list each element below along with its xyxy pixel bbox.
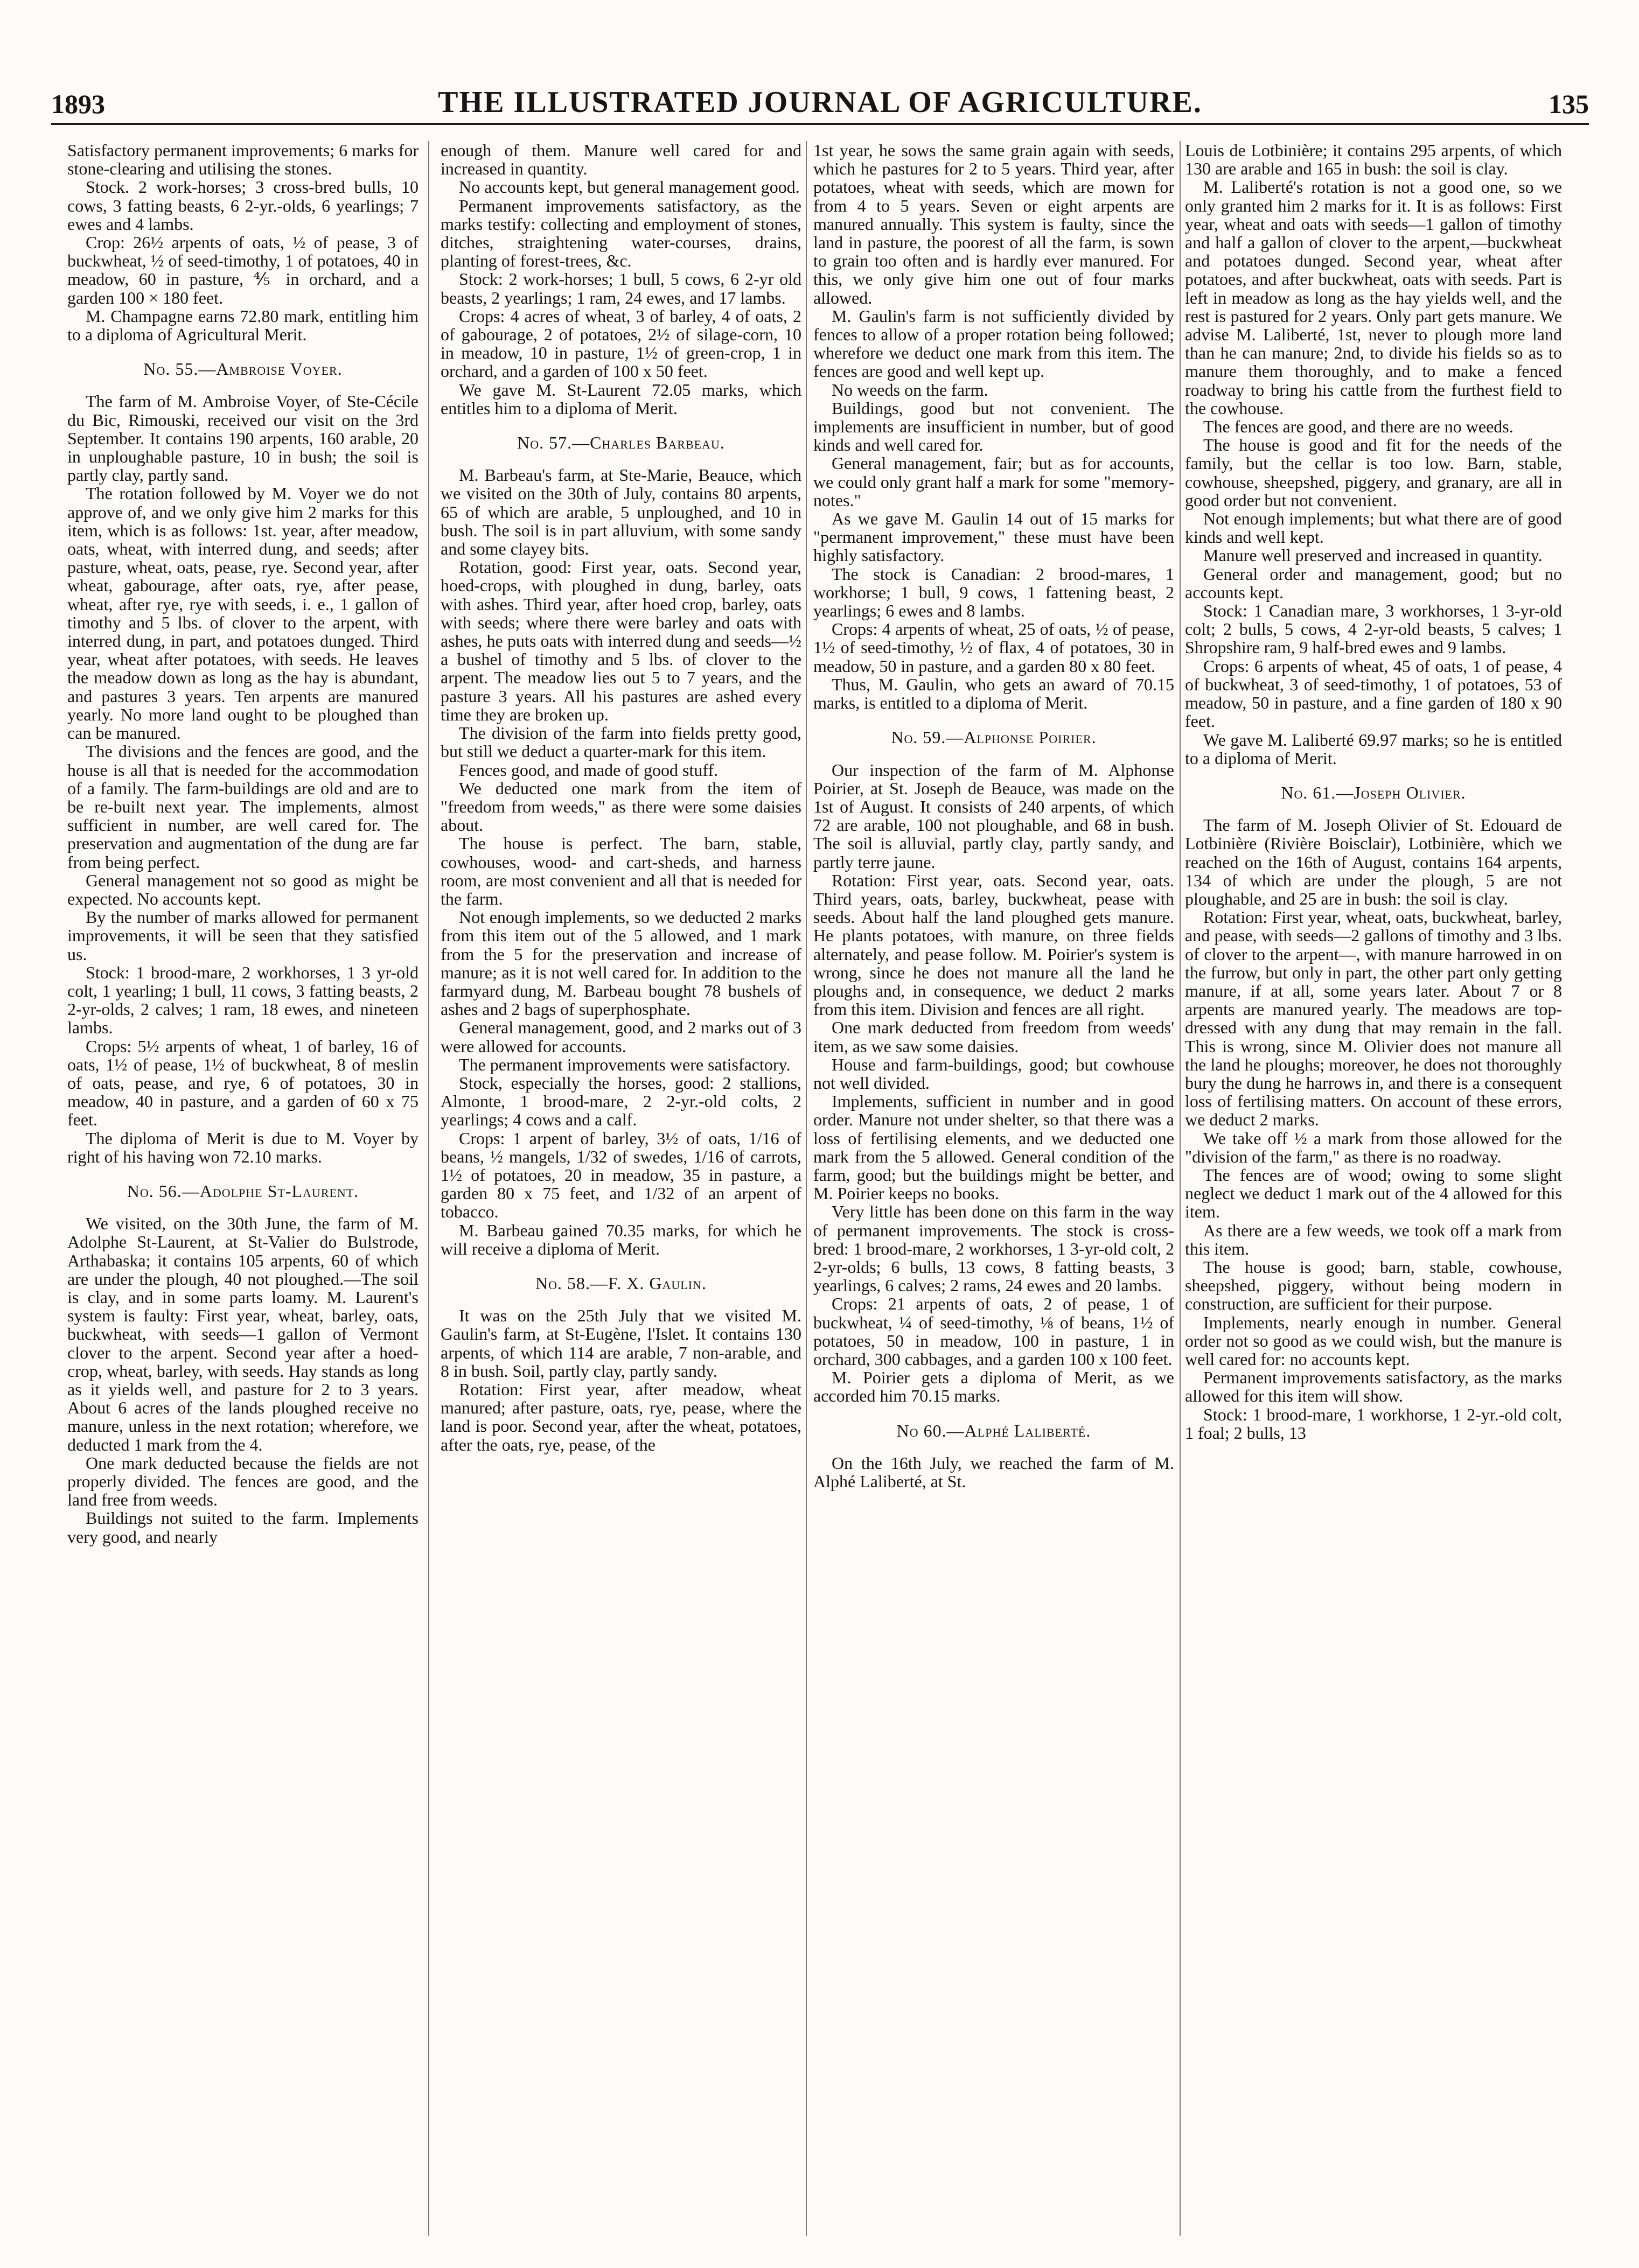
article-paragraph: Crops: 4 acres of wheat, 3 of barley, 4 of oats, 2 of gabourage, 2 of potatoes, 2½ of silage-corn, 10 in meadow, 10 in pasture, 1½ of green-crop, 1 in orchard, and a garden of 100 x 50 feet. [441, 306, 801, 381]
article-paragraph: Buildings not suited to the farm. Implements very good, and nearly [67, 1508, 419, 1546]
article-paragraph: M. Champagne earns 72.80 mark, entitling him to a diploma of Agricultural Merit. [67, 306, 419, 345]
article-paragraph: M. Laliberté's rotation is not a good one, so we only granted him 2 marks for it. It is as follows: First year, wheat and oats with seeds—1 gallon of timothy and half a gallon of clover to the arpent,—buckwheat and potatoes dunged. Second year, wheat after potatoes, and after buckwheat, oats with seeds. Part is left in meadow as long as the hay yields well, and the rest is pastured for 2 years. Only part gets manure. We advise M. Laliberté, 1st, never to plough more land than he can manure; 2nd, to divide his fields so as to manure them thoroughly, and to make a fenced roadway to bring his cattle from the furthest field to the cowhouse. [1185, 177, 1562, 418]
article-paragraph: On the 16th July, we reached the farm of M. Alphé Laliberté, at St. [813, 1453, 1174, 1492]
article-paragraph: Our inspection of the farm of M. Alphonse Poirier, at St. Joseph de Beauce, was made on the 1st of August. It consists of 240 arpents, of which 72 are arable, 100 not ploughable, and 68 in bush. The soil is alluvial, partly clay, partly sandy, and partly terre jaune. [813, 760, 1174, 872]
article-paragraph: No accounts kept, but general management good. [459, 177, 800, 197]
column-rule [806, 141, 807, 2236]
article-paragraph: Fences good, and made of good stuff. [459, 760, 719, 780]
article-paragraph: General management, fair; but as for accounts, we could only grant half a mark for some "memory-notes." [813, 453, 1174, 510]
page-number: 135 [1549, 89, 1589, 119]
article-paragraph: As we gave M. Gaulin 14 out of 15 marks for "permanent improvement," these must have been highly satisfactory. [813, 509, 1174, 565]
column-rule [1180, 141, 1181, 2236]
article-paragraph: Satisfactory permanent improvements; 6 marks for stone-clearing and utilising the stones. [67, 141, 419, 179]
section-heading: No. 59.—Alphonse Poirier. [891, 727, 1097, 747]
article-paragraph: Stock: 1 brood-mare, 1 workhorse, 1 2-yr.-old colt, 1 foal; 2 bulls, 13 [1185, 1404, 1562, 1443]
article-paragraph: The diploma of Merit is due to M. Voyer by right of his having won 72.10 marks. [67, 1128, 419, 1166]
article-paragraph: The fences are good, and there are no weeds. [1203, 417, 1514, 437]
article-paragraph: The stock is Canadian: 2 brood-mares, 1 workhorse; 1 bull, 9 cows, 1 fattening beast, 2 yearlings; 6 ewes and 8 lambs. [813, 564, 1174, 621]
article-paragraph: House and farm-buildings, good; but cowhouse not well divided. [813, 1054, 1174, 1093]
article-paragraph: Manure well preserved and increased in quantity. [1203, 545, 1543, 565]
article-paragraph: Crops: 21 arpents of oats, 2 of pease, 1 of buckwheat, ¼ of seed-timothy, ⅛ of beans, 1½ of potatoes, 50 in meadow, 100 in pasture, 1 in orchard, 300 cabbages, and a garden 100 x 100 feet. [813, 1294, 1174, 1369]
text-column-4 [1185, 141, 1562, 2236]
article-paragraph: Buildings, good but not convenient. The implements are insufficient in number, but of good kinds and well cared for. [813, 398, 1174, 455]
article-paragraph: Permanent improvements satisfactory, as the marks allowed for this item will show. [1185, 1368, 1562, 1406]
article-paragraph: The house is good and fit for the needs of the family, but the cellar is too low. Barn, stable, cowhouse, sheepshed, piggery, and granary, are all in good order but not convenient. [1185, 435, 1562, 510]
article-paragraph: Not enough implements; but what there are of good kinds and well kept. [1185, 509, 1562, 547]
article-paragraph: Permanent improvements satisfactory, as the marks testify: collecting and employment of stones, ditches, straightening water-courses, drains, planting of forest-trees, &c. [441, 195, 801, 271]
article-paragraph: M. Barbeau gained 70.35 marks, for which he will receive a diploma of Merit. [441, 1220, 801, 1258]
article-paragraph: We gave M. St-Laurent 72.05 marks, which entitles him to a diploma of Merit. [441, 380, 801, 418]
article-paragraph: M. Barbeau's farm, at Ste-Marie, Beauce, which we visited on the 30th of July, contains 80 arpents, 65 of which are arable, 5 unploughed, and 10 in bush. The soil is in part alluvium, with some sandy and some clayey bits. [441, 465, 801, 559]
article-paragraph: Implements, sufficient in number and in good order. Manure not under shelter, so that there was a loss of fertilising elements, and we deducted one mark from the 5 allowed. General condition of the farm, good; but the buildings might be better, and M. Poirier keeps no books. [813, 1091, 1174, 1203]
article-paragraph: The house is perfect. The barn, stable, cowhouses, wood- and cart-sheds, and harness room, are most convenient and all that is needed for the farm. [441, 834, 801, 908]
section-heading: No. 55.—Ambroise Voyer. [143, 359, 343, 379]
header-year: 1893 [51, 89, 105, 119]
text-column-1 [67, 141, 419, 2236]
article-paragraph: Crops: 6 arpents of wheat, 45 of oats, 1 of pease, 4 of buckwheat, 3 of seed-timothy, 1 of potatoes, 53 of meadow, 50 in pasture, and a fine garden of 180 x 90 feet. [1185, 656, 1562, 731]
article-paragraph: By the number of marks allowed for permanent improvements, it will be seen that they satisfied us. [67, 907, 419, 964]
article-paragraph: Stock. 2 work-horses; 3 cross-bred bulls, 10 cows, 3 fatting beasts, 6 2-yr.-olds, 6 yearlings; 7 ewes and 4 lambs. [67, 177, 419, 234]
article-paragraph: Not enough implements, so we deducted 2 marks from this item out of the 5 allowed, and 1 mark from the 5 for the preservation and increase of manure; as it is not well cared for. In addition to the farmyard dung, M. Barbeau bought 78 bushels of ashes and 2 bags of superphosphate. [441, 907, 801, 1019]
article-paragraph: We visited, on the 30th June, the farm of M. Adolphe St-Laurent, at St-Valier do Bulstrode, Arthabaska; it contains 105 arpents, 60 of which are under the plough, 40 not ploughed.—The soil is clay, and in some parts loamy. M. Laurent's system is faulty: First year, wheat, barley, oats, buckwheat, with seeds—1 gallon of Vermont clover to the arpent. Second year after a hoed-crop, wheat, barley, with seeds. Hay stands as long as it yields well, and pasture for 2 to 3 years. About 6 acres of the lands ploughed receive no manure, unless in the next rotation; wherefore, we deducted 1 mark from the 4. [67, 1214, 419, 1454]
section-heading: No. 56.—Adolphe St-Laurent. [127, 1181, 359, 1201]
article-paragraph: Rotation: First year, after meadow, wheat manured; after pasture, oats, rye, pease, where the land is poor. Second year, after the wheat, potatoes, after the oats, rye, pease, of the [441, 1380, 801, 1454]
article-paragraph: As there are a few weeds, we took off a mark from this item. [1185, 1220, 1562, 1258]
article-paragraph: One mark deducted because the fields are not properly divided. The fences are good, and the land free from weeds. [67, 1453, 419, 1510]
section-heading: No. 57.—Charles Barbeau. [517, 433, 725, 453]
section-heading: No. 61.—Joseph Olivier. [1281, 782, 1466, 802]
article-paragraph: We deducted one mark from the item of "freedom from weeds," as there were some daisies about. [441, 778, 801, 835]
article-paragraph: Crops: 4 arpents of wheat, 25 of oats, ½ of pease, 1½ of seed-timothy, ½ of flax, 4 of potatoes, 30 in meadow, 50 in pasture, and a garden 80 x 80 feet. [813, 619, 1174, 676]
article-paragraph: No weeds on the farm. [832, 380, 988, 400]
article-paragraph: The division of the farm into fields pretty good, but still we deduct a quarter-mark for this item. [441, 723, 801, 761]
article-paragraph: Stock: 2 work-horses; 1 bull, 5 cows, 6 2-yr old beasts, 2 yearlings; 1 ram, 24 ewes, and 17 lambs. [441, 269, 801, 307]
article-paragraph: 1st year, he sows the same grain again with seeds, which he pastures for 2 to 5 years. Third year, after potatoes, wheat with seeds, which are mown for from 4 to 5 years. Seven or eight arpents are manured annually. This system is faulty, since the land in pasture, the poorest of all the farm, is sown to grain too often and is hardly ever manured. For this, we only give him one out of four marks allowed. [813, 141, 1174, 307]
article-paragraph: Louis de Lotbinière; it contains 295 arpents, of which 130 are arable and 165 in bush: the soil is clay. [1185, 141, 1562, 179]
section-heading: No 60.—Alphé Laliberté. [896, 1420, 1091, 1440]
article-paragraph: The permanent improvements were satisfactory. [459, 1054, 791, 1074]
article-paragraph: The farm of M. Ambroise Voyer, of Ste-Cécile du Bic, Rimouski, received our visit on the 3rd September. It contains 190 arpents, 160 arable, 20 in unploughable pasture, 10 in bush; the soil is partly clay, partly sand. [67, 391, 419, 485]
running-header [51, 80, 1589, 125]
article-paragraph: Thus, M. Gaulin, who gets an award of 70.15 marks, is entitled to a diploma of Merit. [813, 674, 1174, 713]
article-paragraph: Stock: 1 brood-mare, 2 workhorses, 1 3 yr-old colt, 1 yearling; 1 bull, 11 cows, 3 fatting beasts, 2 2-yr-olds, 2 calves; 1 ram, 18 ewes, and nineteen lambs. [67, 962, 419, 1038]
article-paragraph: Rotation: First year, oats. Second year, oats. Third years, oats, barley, buckwheat, pease with seeds. About half the land ploughed gets manure. He plants potatoes, with manure, on three fields alternately, and pease follow. M. Poirier's system is wrong, since he does not manure all the land he ploughs and, in consequence, we deduct 2 marks from this item. Division and fences are all right. [813, 870, 1174, 1019]
journal-title: THE ILLUSTRATED JOURNAL OF AGRICULTURE. [438, 86, 1202, 119]
article-paragraph: We gave M. Laliberté 69.97 marks; so he is entitled to a diploma of Merit. [1185, 730, 1562, 768]
article-paragraph: We take off ½ a mark from those allowed for the "division of the farm," as there is no roadway. [1185, 1128, 1562, 1166]
article-paragraph: enough of them. Manure well cared for and increased in quantity. [441, 141, 801, 179]
article-paragraph: Crops: 5½ arpents of wheat, 1 of barley, 16 of oats, 1½ of pease, 1½ of buckwheat, 8 of meslin of oats, pease, and rye, 6 of potatoes, 30 in meadow, 40 in pasture, and a garden of 60 x 75 feet. [67, 1036, 419, 1130]
article-paragraph: Rotation, good: First year, oats. Second year, hoed-crops, with ploughed in dung, barley, oats with ashes. Third year, after hoed crop, barley, oats with seeds; where there were barley and oats with ashes, he puts oats with interred dung and seeds—½ a bushel of timothy and 5 lbs. of clover to the arpent. The meadow lies out 5 to 7 years, and the pasture 3 years. All his pastures are ashed every time they are broken up. [441, 557, 801, 724]
article-paragraph: General management not so good as might be expected. No accounts kept. [67, 870, 419, 908]
article-paragraph: M. Poirier gets a diploma of Merit, as we accorded him 70.15 marks. [813, 1368, 1174, 1406]
article-paragraph: General order and management, good; but no accounts kept. [1185, 564, 1562, 602]
section-heading: No. 58.—F. X. Gaulin. [535, 1273, 707, 1293]
article-paragraph: One mark deducted from freedom from weeds' item, as we saw some daisies. [813, 1018, 1174, 1056]
article-paragraph: Implements, nearly enough in number. General order not so good as we could wish, but the manure is well cared for: no accounts kept. [1185, 1312, 1562, 1369]
article-paragraph: M. Gaulin's farm is not sufficiently divided by fences to allow of a proper rotation being followed; wherefore we deduct one mark from this item. The fences are good and well kept up. [813, 306, 1174, 381]
article-paragraph: Very little has been done on this farm in the way of permanent improvements. The stock is cross-bred: 1 brood-mare, 2 workhorses, 1 3-yr-old colt, 2 2-yr-olds; 6 bulls, 13 cows, 8 fatting beasts, 3 yearlings, 6 calves; 2 rams, 24 ewes and 20 lambs. [813, 1202, 1174, 1296]
text-column-2 [441, 141, 801, 2236]
article-paragraph: Crop: 26½ arpents of oats, ½ of pease, 3 of buckwheat, ½ of seed-timothy, 1 of potatoes, 40 in meadow, 60 in pasture, ⅘ in orchard, and a garden 100 × 180 feet. [67, 233, 419, 307]
article-paragraph: The fences are of wood; owing to some slight neglect we deduct 1 mark out of the 4 allowed for this item. [1185, 1165, 1562, 1222]
text-column-3 [813, 141, 1174, 2236]
article-paragraph: Rotation: First year, wheat, oats, buckwheat, barley, and pease, with seeds—2 gallons of timothy and 3 lbs. of clover to the arpent—, with manure harrowed in on the furrow, but only in part, the other part only getting manure, if at all, some years later. About 7 or 8 arpents are manured yearly. The meadows are top-dressed with any dung that may remain in the fall. This is wrong, since M. Olivier does not manure all the land he ploughs; moreover, he does not thoroughly bury the dung he harrows in, and there is a consequent loss of fertilising matters. On account of these errors, we deduct 2 marks. [1185, 907, 1562, 1130]
article-paragraph: Crops: 1 arpent of barley, 3½ of oats, 1/16 of beans, ½ mangels, 1/32 of swedes, 1/16 of carrots, 1½ of potatoes, 20 in meadow, 35 in pasture, a garden 80 x 75 feet, and 1/32 of an arpent of tobacco. [441, 1128, 801, 1222]
article-paragraph: Stock: 1 Canadian mare, 3 workhorses, 1 3-yr-old colt; 2 bulls, 5 cows, 4 2-yr-old beasts, 5 calves; 1 Shropshire ram, 9 half-bred ewes and 9 lambs. [1185, 601, 1562, 657]
article-paragraph: The house is good; barn, stable, cowhouse, sheepshed, piggery, without being modern in construction, are sufficient for their purpose. [1185, 1257, 1562, 1314]
article-paragraph: It was on the 25th July that we visited M. Gaulin's farm, at St-Eugène, l'Islet. It contains 130 arpents, of which 114 are arable, 7 non-arable, and 8 in bush. Soil, partly clay, partly sandy. [441, 1306, 801, 1381]
article-paragraph: The farm of M. Joseph Olivier of St. Edouard de Lotbinière (Rivière Boisclair), Lotbinière, which we reached on the 16th of August, contains 164 arpents, 134 of which are under the plough, 5 are not ploughable, and 25 are in bush: the soil is clay. [1185, 815, 1562, 908]
article-paragraph: Stock, especially the horses, good: 2 stallions, Almonte, 1 brood-mare, 2 2-yr.-old colts, 2 yearlings; 4 cows and a calf. [441, 1073, 801, 1130]
column-rule [428, 141, 429, 2236]
article-paragraph: The rotation followed by M. Voyer we do not approve of, and we only give him 2 marks for this item, which is as follows: 1st. year, after meadow, oats, wheat, with interred dung, and seeds; after pasture, wheat, oats, pease, rye. Second year, after wheat, gabourage, after oats, rye, after pease, wheat, after rye, rye with seeds, i. e., 1 gallon of timothy and 5 lbs. of clover to the arpent, with interred dung, in part, and potatoes dunged. Third year, wheat after potatoes, with seeds. He leaves the meadow down as long as the hay is abundant, and pastures 3 years. Ten arpents are manured yearly. No more land ought to be ploughed than can be manured. [67, 484, 419, 743]
article-paragraph: The divisions and the fences are good, and the house is all that is needed for the accommodation of a family. The farm-buildings are old and are to be re-built next year. The implements, almost sufficient in number, are well cared for. The preservation and augmentation of the dung are far from being perfect. [67, 741, 419, 872]
article-paragraph: General management, good, and 2 marks out of 3 were allowed for accounts. [441, 1018, 801, 1056]
